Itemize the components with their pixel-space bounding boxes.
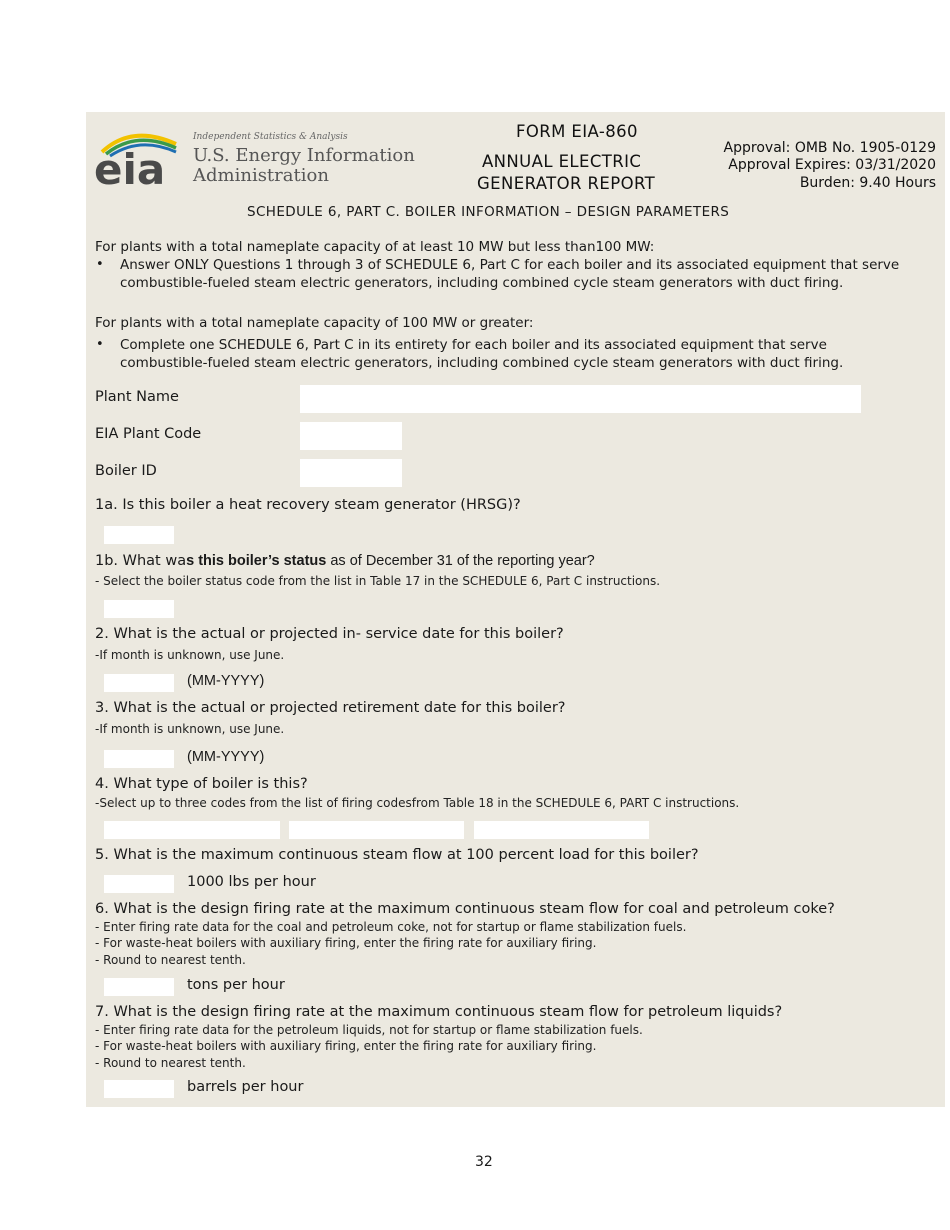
boiler-status-input[interactable] <box>104 600 174 618</box>
coal-firing-rate-unit: tons per hour <box>187 977 285 993</box>
hrsg-input[interactable] <box>104 526 174 544</box>
bullet-1: • <box>96 257 104 272</box>
question-1a: 1a. Is this boiler a heat recovery steam generator (HRSG)? <box>95 497 521 513</box>
question-3: 3. What is the actual or projected retirement date for this boiler? <box>95 700 566 716</box>
question-7-note-2: - For waste-heat boilers with auxiliary firing, enter the firing rate for auxiliary firing. <box>95 1039 597 1053</box>
small-plants-bullet: Answer ONLY Questions 1 through 3 of SCHEDULE 6, Part C for each boiler and its associated equipment that serve combustible-fueled steam electric generators, including combined cycle steam generators with duct firing. <box>120 257 900 291</box>
petroleum-firing-rate-input[interactable] <box>104 1080 174 1098</box>
approval-omb: Approval: OMB No. 1905-0129 <box>723 140 936 156</box>
question-3-note: -If month is unknown, use June. <box>95 722 285 736</box>
large-plants-bullet: Complete one SCHEDULE 6, Part C in its entirety for each boiler and its associated equipment that serve combustible-fueled steam electric generators, including combined cycle steam generators with duct firing. <box>120 337 844 371</box>
steam-flow-input[interactable] <box>104 875 174 893</box>
question-4: 4. What type of boiler is this? <box>95 776 308 792</box>
logo-wordmark: eia <box>94 145 166 190</box>
plant-code-label: EIA Plant Code <box>95 426 202 442</box>
steam-flow-unit: 1000 lbs per hour <box>187 874 316 890</box>
page-number: 32 <box>475 1154 493 1170</box>
boiler-type-input-3[interactable] <box>474 821 649 839</box>
question-2-note: -If month is unknown, use June. <box>95 648 285 662</box>
question-4-note: -Select up to three codes from the list of firing codesfrom Table 18 in the SCHEDULE 6, PART C instructions. <box>95 796 740 810</box>
plant-name-input[interactable] <box>300 385 861 413</box>
small-plants-heading: For plants with a total nameplate capacity of at least 10 MW but less than100 MW: <box>95 239 655 255</box>
boiler-id-input[interactable] <box>300 459 402 487</box>
question-2: 2. What is the actual or projected in- service date for this boiler? <box>95 626 564 642</box>
boiler-type-input-1[interactable] <box>104 821 280 839</box>
coal-firing-rate-input[interactable] <box>104 978 174 996</box>
retirement-date-input[interactable] <box>104 750 174 768</box>
question-5: 5. What is the maximum continuous steam flow at 100 percent load for this boiler? <box>95 847 699 863</box>
large-plants-heading: For plants with a total nameplate capacity of 100 MW or greater: <box>95 315 534 331</box>
in-service-date-input[interactable] <box>104 674 174 692</box>
logo-name-line1: U.S. Energy Information <box>193 145 415 166</box>
question-6: 6. What is the design firing rate at the maximum continuous steam flow for coal and petroleum coke? <box>95 901 835 917</box>
question-6-note-1: - Enter firing rate data for the coal and petroleum coke, not for startup or flame stabilization fuels. <box>95 920 687 934</box>
in-service-date-unit: (MM-YYYY) <box>187 673 265 689</box>
eia-logo-mark <box>92 122 188 190</box>
boiler-id-label: Boiler ID <box>95 463 157 479</box>
question-1b-note: - Select the boiler status code from the list in Table 17 in the SCHEDULE 6, Part C instructions. <box>95 574 661 588</box>
form-id: FORM EIA-860 <box>516 122 638 141</box>
boiler-type-input-2[interactable] <box>289 821 464 839</box>
schedule-title: SCHEDULE 6, PART C. BOILER INFORMATION – DESIGN PARAMETERS <box>247 204 730 220</box>
retirement-date-unit: (MM-YYYY) <box>187 749 265 765</box>
question-7: 7. What is the design firing rate at the maximum continuous steam flow for petroleum liquids? <box>95 1004 783 1020</box>
approval-expires: Approval Expires: 03/31/2020 <box>728 157 936 173</box>
question-1b: 1b. What was this boiler’s status as of December 31 of the reporting year? <box>95 553 595 569</box>
question-7-note-3: - Round to nearest tenth. <box>95 1056 246 1070</box>
plant-code-input[interactable] <box>300 422 402 450</box>
petroleum-firing-rate-unit: barrels per hour <box>187 1079 304 1095</box>
plant-name-label: Plant Name <box>95 389 179 405</box>
question-7-note-1: - Enter firing rate data for the petroleum liquids, not for startup or flame stabilization fuels. <box>95 1023 643 1037</box>
form-panel <box>86 112 945 1107</box>
question-6-note-3: - Round to nearest tenth. <box>95 953 246 967</box>
burden-hours: Burden: 9.40 Hours <box>799 175 936 191</box>
report-title-line1: ANNUAL ELECTRIC <box>482 152 642 171</box>
bullet-2: • <box>96 337 104 352</box>
report-title-line2: GENERATOR REPORT <box>477 174 656 193</box>
logo-name-line2: Administration <box>193 165 329 186</box>
logo-tagline: Independent Statistics & Analysis <box>193 132 348 142</box>
question-6-note-2: - For waste-heat boilers with auxiliary firing, enter the firing rate for auxiliary firing. <box>95 936 597 950</box>
